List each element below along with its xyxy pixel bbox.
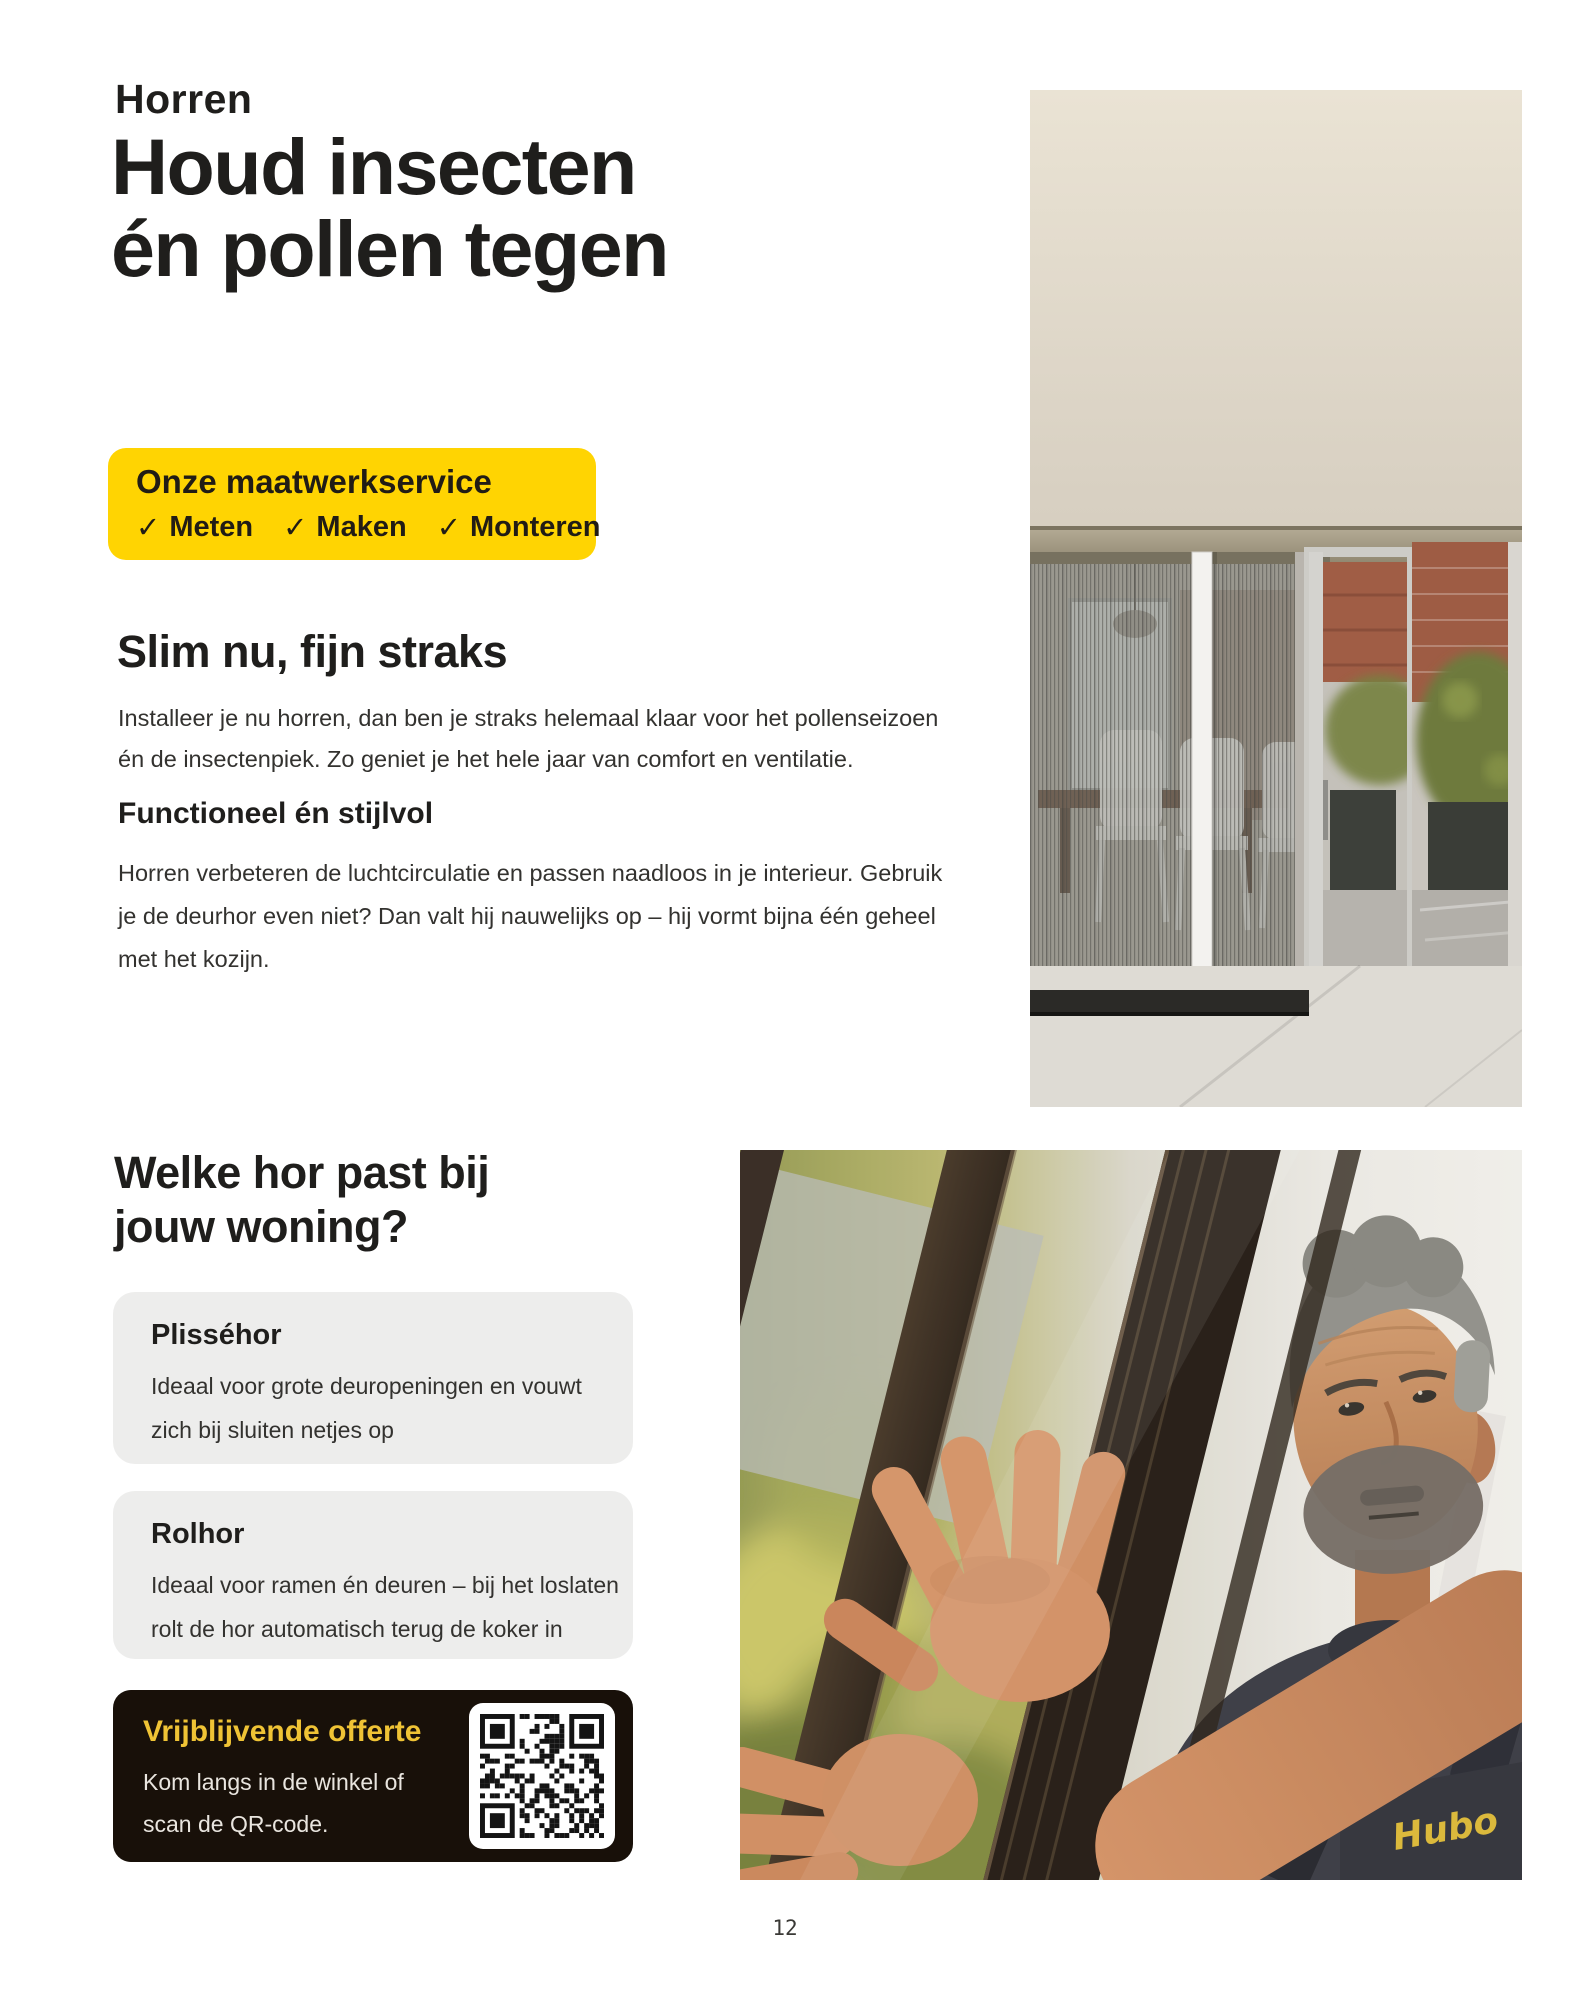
offer-card [113,1690,633,1862]
card-text-line1: Ideaal voor ramen én deuren – bij het loslaten [151,1572,619,1598]
functional-heading: Functioneel én stijlvol [118,797,434,830]
intro-line2: én de insectenpiek. Zo geniet je het hele jaar van comfort en ventilatie. [118,746,854,772]
card-text-line1: Ideaal voor grote deuropeningen en vouwt [151,1373,582,1399]
service-badge-items [136,510,601,545]
card-title: Rolhor [151,1518,245,1550]
checkmark-icon: ✓ [136,512,161,544]
checkmark-icon: ✓ [283,512,308,544]
page-number: 12 [772,1916,798,1940]
patio-screen-illustration [1030,90,1522,1107]
functional-line1: Horren verbeteren de luchtcirculatie en passen naadloos in je interieur. Gebruik [118,860,943,886]
employee-photo [740,1150,1522,1880]
intro-paragraph [118,698,938,780]
service-item-maken [283,510,407,545]
service-item-meten [136,510,253,545]
offer-title: Vrijblijvende offerte [143,1715,422,1748]
functional-line2: je de deurhor even niet? Dan valt hij nauwelijks op – hij vormt bijna één geheel [118,903,936,929]
page-title [111,122,668,294]
patio-screen-photo [1030,90,1522,1107]
card-text [151,1364,595,1452]
card-text-line2: rolt de hor automatisch terug de koker in [151,1616,563,1642]
chooser-heading-line2: jouw woning? [114,1201,408,1252]
card-plissehor [113,1292,633,1464]
intro-heading: Slim nu, fijn straks [117,626,508,677]
offer-text-line2: scan de QR-code. [143,1811,329,1837]
employee-illustration [740,1150,1522,1880]
service-item-label: Meten [169,511,254,543]
chooser-heading [114,1146,489,1254]
section-kicker: Horren [115,76,253,122]
page-title-line1: Houd insecten [111,122,636,211]
card-text [151,1563,619,1651]
service-item-monteren [437,510,601,545]
service-badge [108,448,601,560]
chooser-heading-line1: Welke hor past bij [114,1147,490,1198]
qr-code [469,1703,615,1849]
service-item-label: Monteren [470,511,601,543]
offer-text-line1: Kom langs in de winkel of [143,1769,404,1795]
service-badge-title: Onze maatwerkservice [136,463,492,500]
card-title: Plisséhor [151,1319,282,1351]
service-item-label: Maken [316,511,407,543]
intro-line1: Installeer je nu horren, dan ben je straks helemaal klaar voor het pollenseizoen [118,705,939,731]
card-rolhor [113,1491,633,1659]
functional-paragraph [118,852,942,981]
page-title-line2: én pollen tegen [111,204,668,294]
functional-line3: met het kozijn. [118,946,270,972]
card-text-line2: zich bij sluiten netjes op [151,1417,394,1443]
checkmark-icon: ✓ [436,512,461,544]
